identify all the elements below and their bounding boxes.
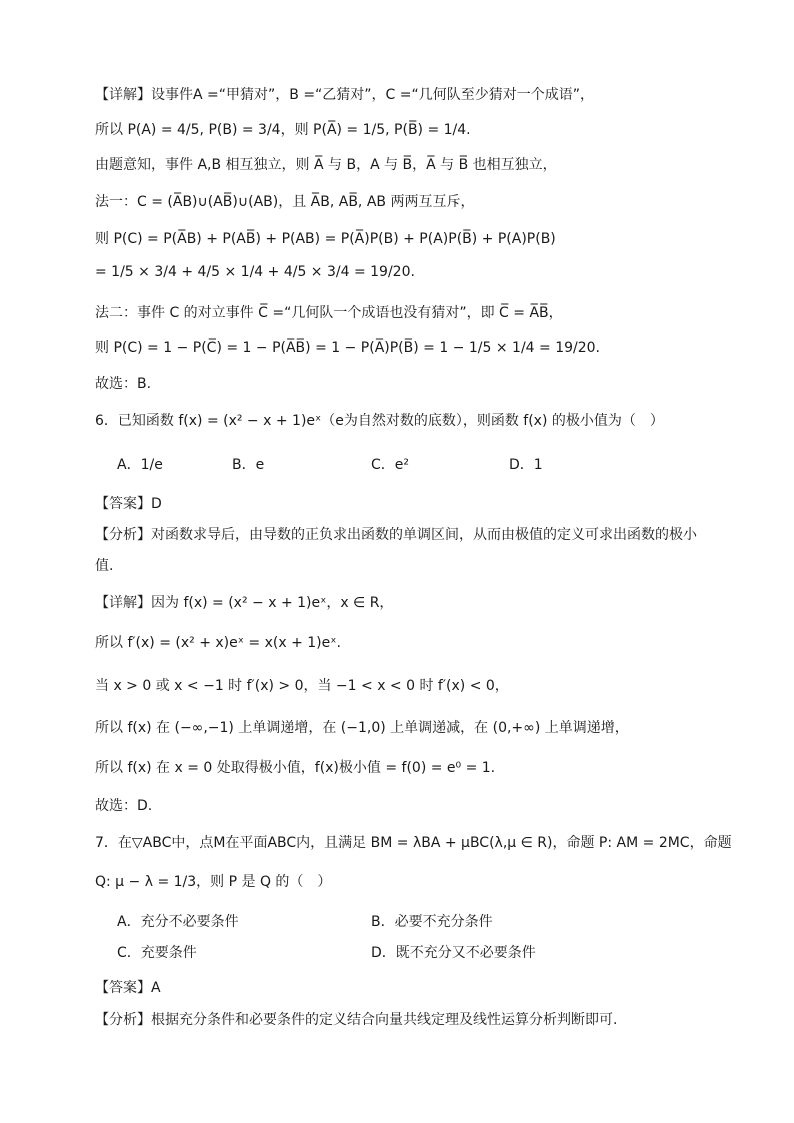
q6-detail-3: 当 x > 0 或 x < −1 时 f′(x) > 0，当 −1 < x < 0 时 f′(x) < 0， [95,678,509,694]
method-one-result: = 1/5 × 3/4 + 4/5 × 1/4 + 4/5 × 3/4 = 19/20. [95,264,415,280]
q6-detail-6: 故选：D. [95,798,153,814]
q7-answer: 【答案】A [95,980,161,996]
question-6: 6．已知函数 f(x) = (x² − x + 1)eˣ（e为自然对数的底数），则函数 f(x) 的极小值为（ ） [95,413,664,429]
q6-detail-5: 所以 f(x) 在 x = 0 处取得极小值，f(x)极小值 = f(0) = e⁰ = 1. [95,760,496,776]
q7-option-a: A．充分不必要条件 [117,914,239,930]
q7-option-d: D．既不充分又不必要条件 [371,945,536,961]
independence-note: 由题意知，事件 A,B 相互独立，则 A̅ 与 B，A 与 B̅，A̅ 与 B̅ 也相互独立， [95,157,557,173]
q7-option-b: B．必要不充分条件 [371,914,493,930]
prob-values: 所以 P(A) = 4/5, P(B) = 3/4，则 P(A̅) = 1/5, P(B̅) = 1/4. [95,122,471,138]
q6-option-b: B．e [232,457,265,473]
q6-answer: 【答案】D [95,496,162,512]
q6-analysis-line2: 值. [95,558,114,574]
method-one-expand: 则 P(C) = P(A̅B) + P(AB̅) + P(AB) = P(A̅)P(B) + P(A)P(B̅) + P(A)P(B) [95,231,556,247]
q6-option-d: D．1 [509,457,543,473]
question-7-line1: 7．在▽ABC中，点M在平面ABC内，且满足 BM = λBA + μBC(λ,μ ∈ R)，命题 P: AM = 2MC，命题 [95,835,732,851]
q6-detail-1: 【详解】因为 f(x) = (x² − x + 1)eˣ，x ∈ R， [95,595,394,611]
method-two: 法二：事件 C 的对立事件 C̅ =“几何队一个成语也没有猜对”，即 C̅ = A̅B̅， [95,305,563,321]
answer-choice-b: 故选：B. [95,376,152,392]
method-two-result: 则 P(C) = 1 − P(C̅) = 1 − P(A̅B̅) = 1 − P(A̅)P(B̅) = 1 − 1/5 × 1/4 = 19/20. [95,340,600,356]
q7-analysis: 【分析】根据充分条件和必要条件的定义结合向量共线定理及线性运算分析判断即可. [95,1012,618,1028]
q6-analysis-line1: 【分析】对函数求导后，由导数的正负求出函数的单调区间，从而由极值的定义可求出函数的极小 [95,527,697,543]
q7-option-c: C．充要条件 [117,945,197,961]
detail-intro: 【详解】设事件A =“甲猜对”，B =“乙猜对”，C =“几何队至少猜对一个成语”， [95,87,595,103]
q6-detail-2: 所以 f′(x) = (x² + x)eˣ = x(x + 1)eˣ. [95,635,341,651]
q6-option-a: A．1/e [117,457,163,473]
q6-option-c: C．e² [371,457,410,473]
question-7-line2: Q: μ − λ = 1/3，则 P 是 Q 的（ ） [95,874,332,890]
q6-detail-4: 所以 f(x) 在 (−∞,−1) 上单调递增，在 (−1,0) 上单调递减，在 (0,+∞) 上单调递增， [95,720,629,736]
method-one: 法一：C = (A̅B)∪(AB̅)∪(AB)，且 A̅B, AB̅, AB 两两互互斥， [95,194,475,210]
